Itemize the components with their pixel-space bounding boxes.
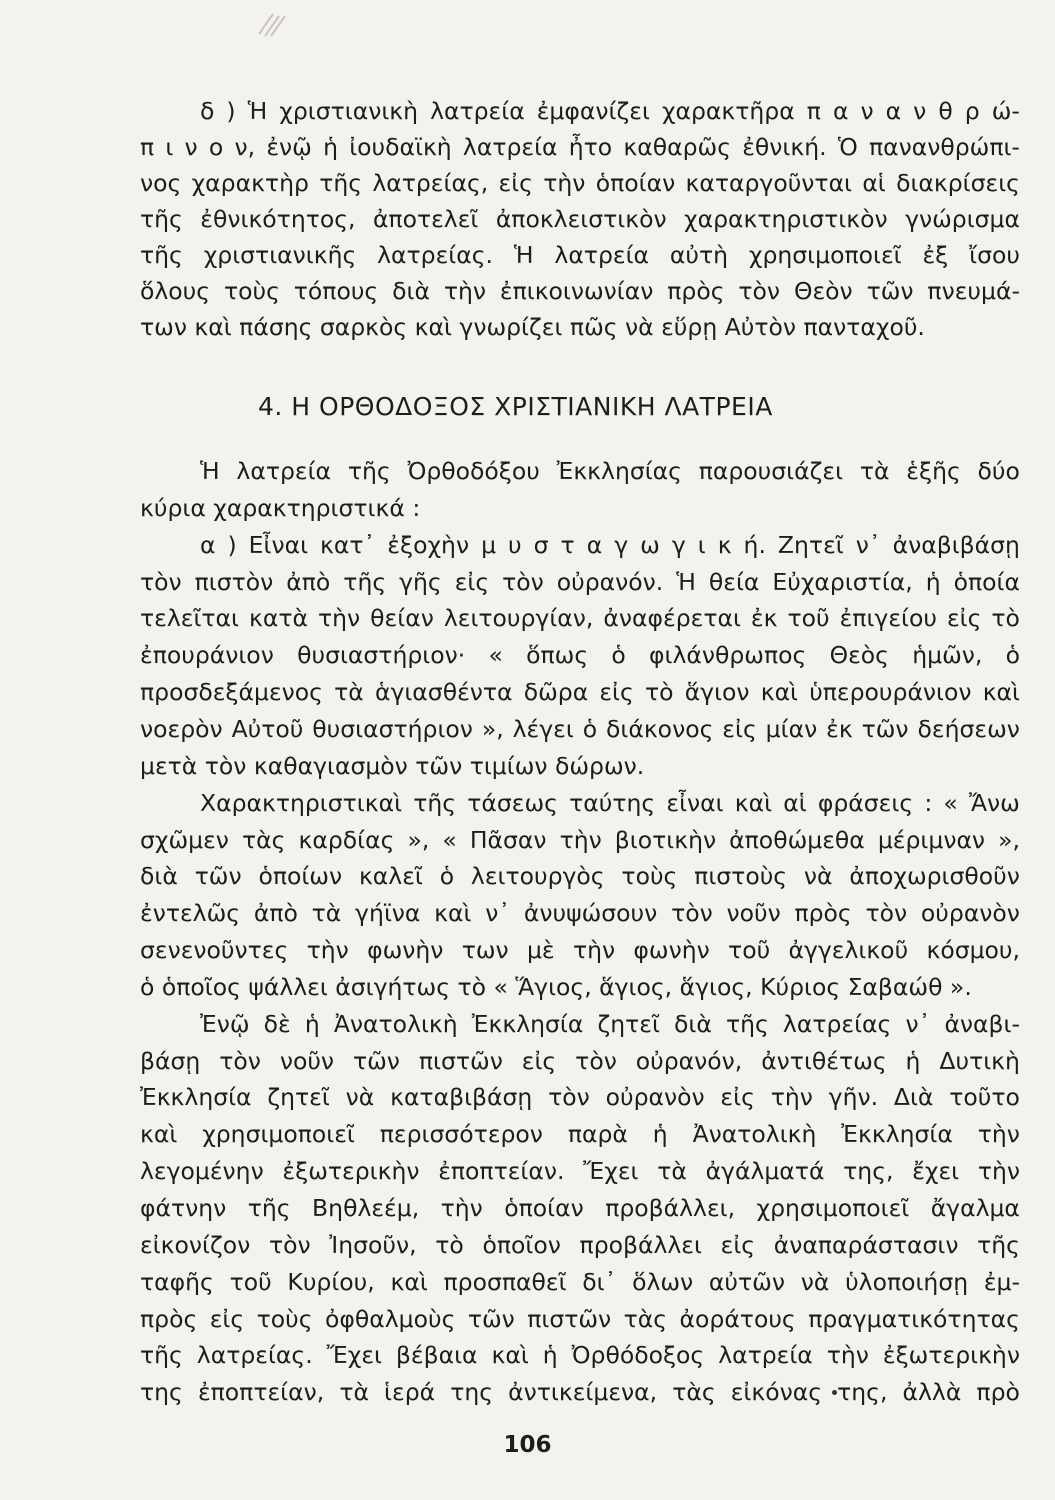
section-heading: 4. Η ΟΡΘΟΔΟΞΟΣ ΧΡΙΣΤΙΑΝΙΚΗ ΛΑΤΡΕΙΑ — [258, 392, 773, 421]
text-line: ὅλους τοὺς τόπους διὰ τὴν ἐπικοινωνίαν πρὸς τὸν Θεὸν τῶν πνευμά- — [140, 277, 1020, 305]
text-line: ἐντελῶς ἀπὸ τὰ γήϊνα καὶ ν᾽ ἀνυψώσουν τὸν νοῦν πρὸς τὸν οὐρανὸν — [140, 899, 1020, 928]
text-line: α ) Εἶναι κατ᾽ ἐξοχὴν μ υ σ τ α γ ω γ ι κ ή. Ζητεῖ ν᾽ ἀναβιβάσῃ — [200, 530, 1020, 559]
text-line: Ἐκκλησία ζητεῖ νὰ καταβιβάσῃ τὸν οὐρανὸν εἰς τὴν γῆν. Διὰ τοῦτο — [140, 1083, 1020, 1112]
text-line: τὸν πιστὸν ἀπὸ τῆς γῆς εἰς τὸν οὐρανόν. Ἡ θεία Εὐχαριστία, ἡ ὁποία — [140, 567, 1020, 596]
page-number: 106 — [503, 1432, 552, 1458]
text-line: διὰ τῶν ὁποίων καλεῖ ὁ λειτουργὸς τοὺς πιστοὺς νὰ ἀποχωρισθοῦν — [140, 862, 1020, 891]
text-line: Ἡ λατρεία τῆς Ὀρθοδόξου Ἐκκλησίας παρουσιάζει τὰ ἑξῆς δύο — [200, 457, 1020, 485]
text-line: πρὸς εἰς τοὺς ὀφθαλμοὺς τῶν πιστῶν τὰς ἀοράτους πραγματικότητας — [140, 1304, 1020, 1333]
text-line: νος χαρακτὴρ τῆς λατρείας, εἰς τὴν ὁποίαν καταργοῦνται αἱ διακρίσεις — [140, 169, 1020, 197]
text-line: Χαρακτηριστικαὶ τῆς τάσεως ταύτης εἶναι καὶ αἱ φράσεις : « Ἄνω — [200, 788, 1020, 817]
text-line: προσδεξάμενος τὰ ἁγιασθέντα δῶρα εἰς τὸ ἅγιον καὶ ὑπερουράνιον καὶ — [140, 678, 1020, 707]
text-line: φάτνην τῆς Βηθλεέμ, τὴν ὁποίαν προβάλλει, χρησιμοποιεῖ ἄγαλμα — [140, 1194, 1020, 1222]
text-line: μετὰ τὸν καθαγιασμὸν τῶν τιμίων δώρων. — [140, 751, 645, 780]
text-line: τῆς λατρείας. Ἔχει βέβαια καὶ ἡ Ὀρθόδοξος λατρεία τὴν ἐξωτερικὴν — [140, 1341, 1020, 1370]
print-speck — [832, 1390, 837, 1395]
text-line: νοερὸν Αὐτοῦ θυσιαστήριον », λέγει ὁ διάκονος εἰς μίαν ἐκ τῶν δεήσεων — [140, 714, 1020, 743]
text-line: των καὶ πάσης σαρκὸς καὶ γνωρίζει πῶς νὰ εὕρῃ Αὐτὸν πανταχοῦ. — [140, 313, 925, 341]
text-line: π ι ν ο ν, ἐνῷ ἡ ἰουδαϊκὴ λατρεία ἦτο καθαρῶς ἐθνική. Ὁ πανανθρώπι- — [140, 133, 1020, 161]
text-line: εἰκονίζον τὸν Ἰησοῦν, τὸ ὁποῖον προβάλλει εἰς ἀναπαράστασιν τῆς — [140, 1230, 1020, 1259]
text-line: τελεῖται κατὰ τὴν θείαν λειτουργίαν, ἀναφέρεται ἐκ τοῦ ἐπιγείου εἰς τὸ — [140, 604, 1020, 633]
text-line: ὁ ὁποῖος ψάλλει ἀσιγήτως τὸ « Ἅγιος, ἅγιος, ἅγιος, Κύριος Σαβαώθ ». — [140, 972, 972, 1001]
text-line: τῆς ἐθνικότητος, ἀποτελεῖ ἀποκλειστικὸν χαρακτηριστικὸν γνώρισμα — [140, 205, 1020, 233]
text-line: δ ) Ἡ χριστιανικὴ λατρεία ἐμφανίζει χαρακτῆρα π α ν α ν θ ρ ώ- — [200, 97, 1020, 125]
text-line: σχῶμεν τὰς καρδίας », « Πᾶσαν τὴν βιοτικὴν ἀποθώμεθα μέριμναν », — [140, 825, 1020, 854]
text-line: καὶ χρησιμοποιεῖ περισσότερον παρὰ ἡ Ἀνατολικὴ Ἐκκλησία τὴν — [140, 1120, 1020, 1149]
text-line: ταφῆς τοῦ Κυρίου, καὶ προσπαθεῖ δι᾽ ὅλων αὐτῶν νὰ ὑλοποιήσῃ ἐμ- — [140, 1267, 1020, 1296]
text-line: Ἐνῷ δὲ ἡ Ἀνατολικὴ Ἐκκλησία ζητεῖ διὰ τῆς λατρείας ν᾽ ἀναβι- — [200, 1009, 1020, 1038]
text-line: σενενοῦντες τὴν φωνὴν των μὲ τὴν φωνὴν τοῦ ἀγγελικοῦ κόσμου, — [140, 936, 1020, 965]
text-line: της ἐποπτείαν, τὰ ἱερά της ἀντικείμενα, τὰς εἰκόνας της, ἀλλὰ πρὸ — [140, 1378, 1020, 1407]
text-line: ἐπουράνιον θυσιαστήριον· « ὅπως ὁ φιλάνθρωπος Θεὸς ἡμῶν, ὁ — [140, 641, 1020, 670]
text-line: βάσῃ τὸν νοῦν τῶν πιστῶν εἰς τὸν οὐρανόν, ἀντιθέτως ἡ Δυτικὴ — [140, 1046, 1020, 1075]
text-line: κύρια χαρακτηριστικά : — [140, 493, 421, 522]
ink-scribble-mark — [255, 8, 295, 38]
text-line: λεγομένην ἐξωτερικὴν ἐποπτείαν. Ἔχει τὰ ἀγάλματά της, ἔχει τὴν — [140, 1157, 1020, 1186]
text-line: τῆς χριστιανικῆς λατρείας. Ἡ λατρεία αὐτὴ χρησιμοποιεῖ ἐξ ἴσου — [140, 241, 1020, 269]
